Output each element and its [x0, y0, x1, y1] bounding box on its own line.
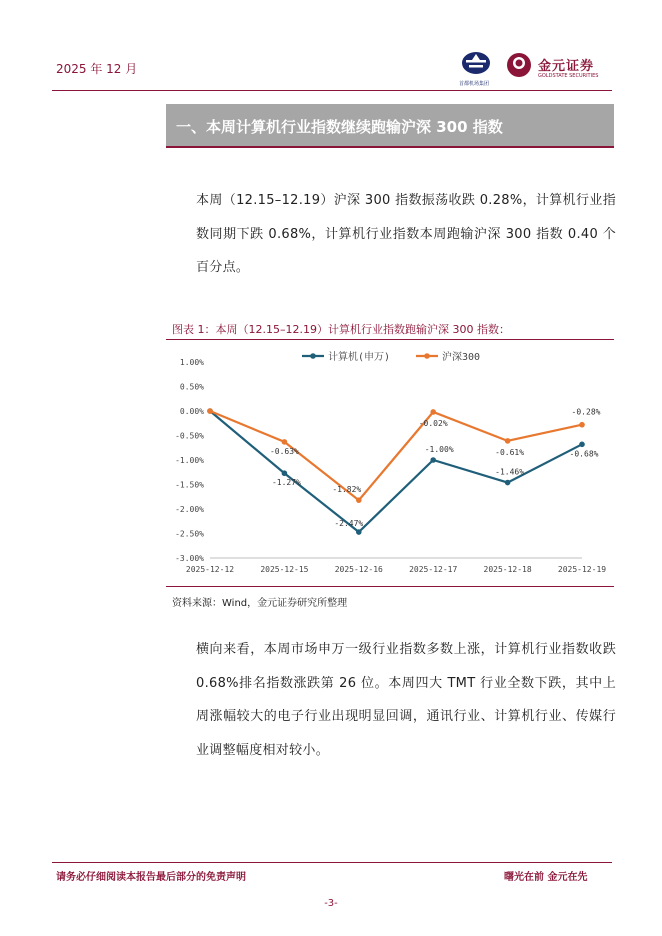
y-tick-label: -2.50% — [175, 529, 204, 539]
data-label: -1.00% — [424, 445, 454, 454]
x-tick-label: 2025-12-18 — [483, 565, 532, 574]
goldstate-logo-icon — [506, 52, 532, 78]
data-label: -0.28% — [571, 407, 601, 417]
airport-group-caption: 首都机场集团 — [458, 81, 489, 87]
goldstate-logo-name: 金元证券 — [538, 59, 595, 74]
legend-swatch-marker — [310, 353, 316, 359]
paragraph-summary: 本周（12.15–12.19）沪深 300 指数振荡收跌 0.28%，计算机行业指数同期下跌 0.68%，计算机行业指数本周跑输沪深 300 指数 0.40 个百分点。 — [196, 193, 616, 275]
x-tick-label: 2025-12-19 — [557, 565, 607, 574]
data-point — [505, 438, 511, 444]
data-point — [282, 439, 288, 445]
series-line-2 — [210, 411, 582, 500]
figure-top-rule — [166, 339, 614, 340]
data-label: -0.68% — [569, 449, 599, 459]
data-label: -1.82% — [332, 485, 362, 495]
data-label: -1.27% — [271, 478, 301, 488]
section-title: 一、本周计算机行业指数继续跑输沪深 300 指数 — [176, 118, 503, 136]
x-tick-label: 2025-12-12 — [185, 565, 235, 574]
figure-bottom-rule — [166, 586, 614, 587]
data-label: -0.63% — [269, 446, 299, 456]
legend-label: 沪深300 — [442, 352, 481, 363]
header-divider — [52, 90, 612, 91]
data-point — [207, 408, 213, 414]
figure-source: 资料来源：Wind，金元证券研究所整理 — [172, 598, 348, 609]
section-heading — [166, 104, 614, 148]
data-point — [356, 529, 362, 535]
data-label: -0.02% — [418, 418, 448, 428]
data-point — [430, 409, 436, 415]
index-comparison-chart — [166, 342, 614, 582]
report-date: 2025 年 12 月 — [56, 62, 138, 76]
data-point — [505, 480, 511, 486]
figure-title: 图表 1：本周（12.15–12.19）计算机行业指数跑输沪深 300 指数： — [172, 323, 510, 336]
legend-label: 计算机(申万) — [328, 352, 391, 363]
data-label: -0.61% — [495, 447, 525, 457]
series-line-1 — [210, 411, 582, 532]
y-tick-label: 1.00% — [179, 358, 204, 367]
page-number: -3- — [324, 898, 338, 909]
y-tick-label: 0.00% — [179, 407, 204, 416]
footer-slogan: 曙光在前 金元在先 — [504, 872, 588, 883]
data-point — [579, 442, 585, 448]
y-tick-label: -0.50% — [175, 431, 204, 441]
data-point — [356, 497, 362, 503]
x-tick-label: 2025-12-17 — [409, 565, 458, 574]
goldstate-logo-en: GOLDSTATE SECURITIES — [538, 73, 599, 79]
data-label: -1.46% — [495, 467, 525, 477]
data-point — [430, 457, 436, 463]
data-point — [579, 422, 585, 428]
paragraph-industry: 横向来看，本周市场申万一级行业指数多数上涨，计算机行业指数收跌 0.68%排名指数涨跌第 26 位。本周四大 TMT 行业全数下跌，其中上周涨幅较大的电子行业出现明显回调，通讯行业、计算机行业、传媒行业调整幅度相对较小。 — [196, 642, 616, 758]
y-tick-label: 0.50% — [179, 382, 204, 392]
data-point — [282, 470, 288, 476]
x-tick-label: 2025-12-16 — [334, 565, 383, 574]
y-tick-label: -2.00% — [175, 505, 204, 514]
disclaimer-note: 请务必仔细阅读本报告最后部分的免责声明 — [56, 872, 246, 883]
y-tick-label: -1.50% — [175, 480, 204, 490]
legend-swatch-marker — [424, 353, 430, 359]
data-label: -2.47% — [334, 519, 364, 529]
y-tick-label: -3.00% — [175, 554, 204, 563]
footer-divider — [52, 862, 612, 863]
x-tick-label: 2025-12-15 — [260, 565, 309, 574]
y-tick-label: -1.00% — [175, 456, 204, 465]
